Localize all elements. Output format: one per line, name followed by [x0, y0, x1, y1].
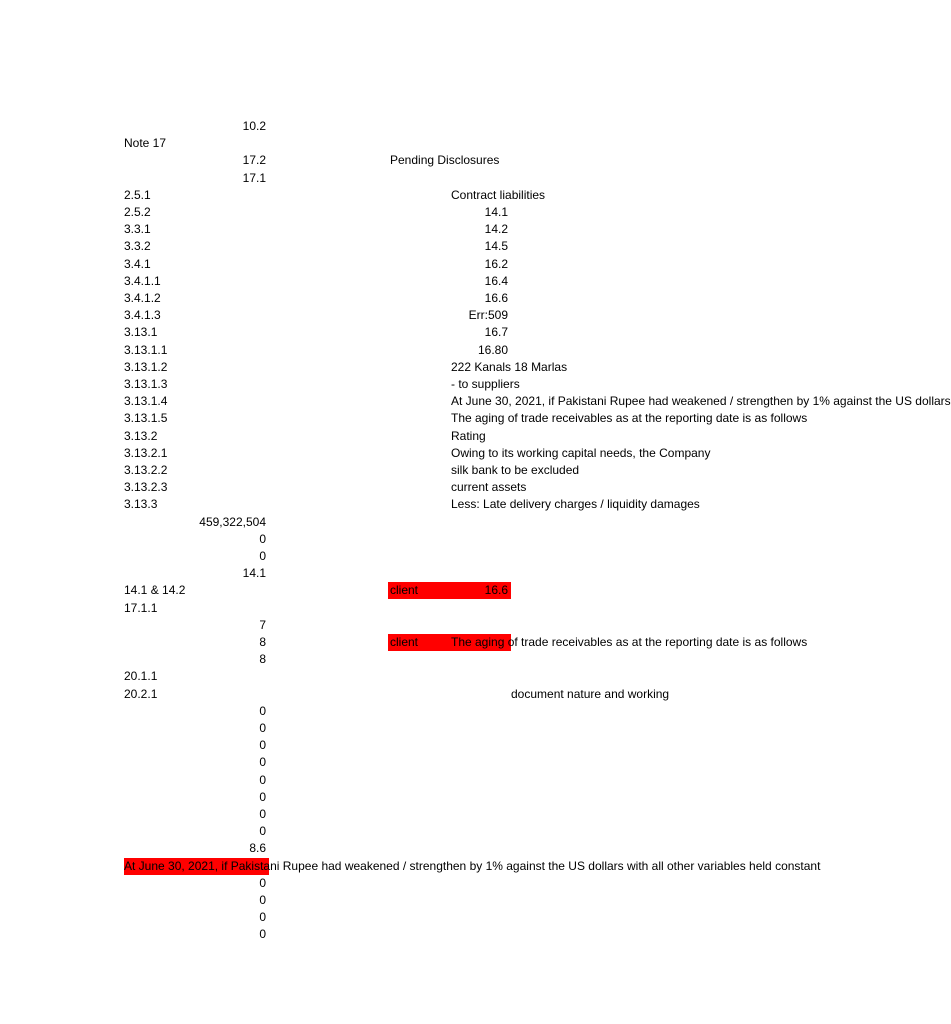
cell-a[interactable]: 3.13.2.2	[124, 463, 168, 477]
sheet-row	[0, 531, 768, 548]
cell-d[interactable]: Contract liabilities	[451, 187, 546, 202]
cell-a[interactable]: 3.13.1.3	[124, 377, 168, 391]
cell-b[interactable]: 0	[259, 549, 266, 563]
cell-d[interactable]: - to suppliers	[451, 377, 520, 391]
cell-b[interactable]: 0	[259, 738, 266, 753]
cell-a[interactable]: 14.1 & 14.2	[124, 583, 186, 598]
sheet-row	[0, 152, 768, 169]
sheet-row	[0, 324, 768, 341]
cell-d[interactable]: The aging of trade receivables as at the reporting date is as follows	[451, 635, 808, 649]
sheet-row	[0, 634, 808, 651]
cell-b[interactable]: 0	[259, 721, 266, 735]
sheet-row	[0, 823, 768, 840]
sheet-row	[0, 720, 768, 737]
sheet-row	[0, 926, 768, 943]
sheet-row	[0, 686, 768, 703]
cell-b[interactable]: 8	[259, 635, 266, 649]
cell-a[interactable]: 3.4.1.3	[124, 308, 161, 323]
cell-b[interactable]: 0	[259, 703, 266, 718]
cell-a[interactable]: 3.3.1	[124, 222, 151, 237]
sheet-row	[0, 376, 768, 393]
sheet-row	[0, 118, 768, 135]
sheet-row	[0, 238, 768, 255]
cell-a[interactable]: 3.13.1.4	[124, 394, 168, 409]
cell-a[interactable]: 20.2.1	[124, 686, 158, 701]
cell-f[interactable]: 16.80	[477, 342, 508, 357]
sheet-row	[0, 600, 768, 617]
sheet-row	[0, 840, 768, 857]
sheet-row	[0, 496, 768, 513]
sheet-row	[0, 256, 768, 273]
sheet-row	[0, 479, 768, 496]
cell-f[interactable]: 14.1	[484, 205, 508, 219]
cell-f[interactable]: 16.4	[484, 273, 508, 288]
cell-c[interactable]: client	[390, 635, 419, 649]
cell-b[interactable]: 17.1	[242, 170, 266, 185]
cell-a[interactable]: 3.4.1.2	[124, 291, 161, 305]
sheet-row	[0, 668, 768, 685]
cell-d[interactable]: Rating	[451, 428, 486, 443]
cell-g[interactable]: document nature and working	[511, 686, 670, 701]
cell-a[interactable]: 20.1.1	[124, 669, 158, 684]
sheet-row	[0, 789, 768, 806]
cell-a[interactable]: 3.13.1.2	[124, 359, 168, 374]
cell-b[interactable]: 0	[259, 824, 266, 839]
cell-f[interactable]: 14.5	[484, 239, 508, 254]
cell-b[interactable]: 17.2	[242, 153, 266, 168]
sheet-row	[0, 772, 768, 789]
cell-b[interactable]: 14.1	[242, 566, 266, 581]
sheet-row	[0, 359, 768, 376]
cell-d[interactable]: Less: Late delivery charges / liquidity damages	[451, 497, 700, 512]
cell-d[interactable]: Owing to its working capital needs, the Company	[451, 445, 711, 460]
sheet-row	[0, 565, 768, 582]
cell-f[interactable]: 16.6	[484, 291, 508, 305]
cell-a[interactable]: 3.13.1.5	[124, 411, 168, 426]
cell-b[interactable]: 0	[259, 789, 266, 804]
sheet-row	[0, 582, 768, 599]
sheet-row	[0, 858, 821, 875]
sheet-row	[0, 462, 768, 479]
sheet-row	[0, 187, 768, 204]
cell-f[interactable]: 14.2	[484, 222, 508, 237]
sheet-row	[0, 909, 768, 926]
cell-a[interactable]: 2.5.1	[124, 187, 151, 202]
sheet-row	[0, 170, 768, 187]
sheet-row	[0, 445, 768, 462]
cell-a[interactable]: 3.13.3	[124, 497, 158, 512]
sheet-row	[0, 221, 768, 238]
cell-b[interactable]: 0	[259, 755, 266, 770]
cell-b[interactable]: 7	[259, 617, 266, 632]
cell-b[interactable]: 459,322,504	[199, 514, 266, 529]
sheet-row	[0, 703, 768, 720]
sheet-row	[0, 307, 768, 324]
cell-d[interactable]: current assets	[451, 480, 527, 495]
cell-a[interactable]: 3.13.2	[124, 428, 158, 443]
cell-b[interactable]: 8.6	[249, 841, 266, 856]
sheet-row	[0, 410, 808, 427]
sheet-row	[0, 393, 951, 410]
cell-a[interactable]: 3.13.1.1	[124, 342, 168, 357]
cell-a[interactable]: 3.13.2.1	[124, 445, 168, 460]
cell-b[interactable]: 0	[259, 531, 266, 546]
cell-b[interactable]: 0	[259, 927, 266, 942]
cell-b[interactable]: 0	[259, 772, 266, 787]
cell-a[interactable]: 3.13.2.3	[124, 480, 168, 495]
cell-a[interactable]: 3.13.1	[124, 325, 158, 340]
cell-a[interactable]: At June 30, 2021, if Pakistani Rupee had weakened / strengthen by 1% against the US dollars with all other variables held constant	[124, 858, 821, 873]
cell-c[interactable]: client	[390, 583, 419, 598]
sheet-row	[0, 754, 768, 771]
sheet-row	[0, 806, 768, 823]
sheet-row	[0, 514, 768, 531]
cell-b[interactable]: 0	[259, 875, 266, 890]
sheet-row	[0, 204, 768, 221]
sheet-row	[0, 135, 768, 152]
cell-d[interactable]: silk bank to be excluded	[451, 463, 580, 477]
cell-f[interactable]: 16.6	[484, 583, 508, 598]
cell-a[interactable]: 3.4.1	[124, 256, 151, 271]
cell-a[interactable]: 3.4.1.1	[124, 273, 161, 288]
sheet-row	[0, 892, 768, 909]
cell-f[interactable]: Err:509	[468, 308, 508, 323]
sheet-row	[0, 875, 768, 892]
sheet-row	[0, 737, 768, 754]
sheet-row	[0, 342, 768, 359]
cell-a[interactable]: Note 17	[124, 136, 167, 151]
cell-f[interactable]: 16.7	[484, 325, 508, 340]
cell-b[interactable]: 0	[259, 893, 266, 907]
cell-a[interactable]: 2.5.2	[124, 205, 151, 219]
sheet-row	[0, 548, 768, 565]
sheet-row	[0, 273, 768, 290]
cell-d[interactable]: At June 30, 2021, if Pakistani Rupee had weakened / strengthen by 1% against the US dollars	[451, 394, 951, 409]
sheet-row	[0, 428, 768, 445]
cell-a[interactable]: 17.1.1	[124, 600, 158, 615]
cell-b[interactable]: 0	[259, 807, 266, 821]
cell-b[interactable]: 8	[259, 652, 266, 667]
cell-c[interactable]: Pending Disclosures	[390, 153, 500, 168]
cell-b[interactable]: 0	[259, 910, 266, 925]
cell-b[interactable]: 10.2	[242, 119, 266, 133]
cell-d[interactable]: 222 Kanals 18 Marlas	[451, 359, 568, 374]
sheet-row	[0, 651, 768, 668]
sheet-row	[0, 290, 768, 307]
cell-f[interactable]: 16.2	[484, 256, 508, 271]
sheet-row	[0, 617, 768, 634]
cell-a[interactable]: 3.3.2	[124, 239, 151, 254]
cell-d[interactable]: The aging of trade receivables as at the reporting date is as follows	[451, 411, 808, 426]
